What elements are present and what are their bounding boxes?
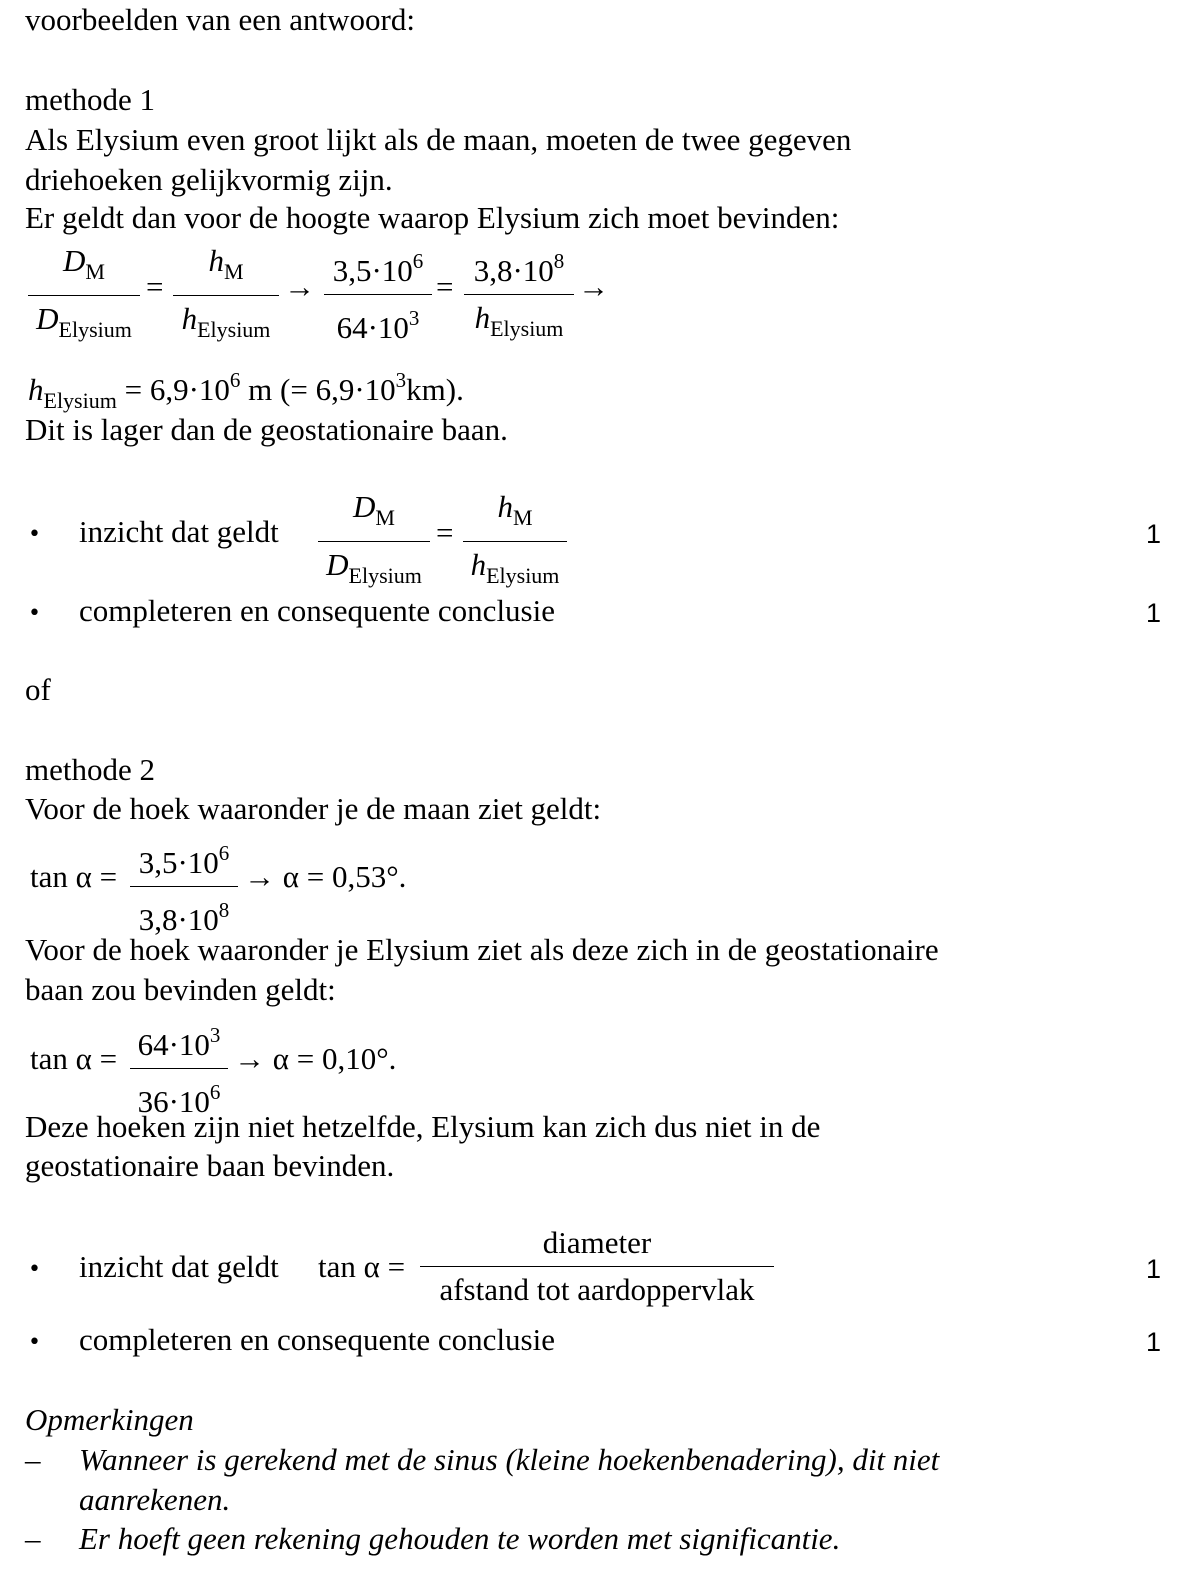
or-label: of: [25, 672, 51, 707]
remarks-item2: Er hoeft geen rekening gehouden te worden met significantie.: [79, 1521, 841, 1556]
method2-line5: geostationaire baan bevinden.: [25, 1148, 395, 1183]
method1-line1: Als Elysium even groot lijkt als de maan, moeten de twee gegeven: [25, 122, 852, 157]
method2-equation-elysium: tan α = $\frac{64\cdot 10^3}{36\cdot 10^6}$ → α = 0,10°.: [30, 1018, 450, 1108]
bullet-point: •: [28, 1330, 41, 1355]
method2-line3: baan zou bevinden geldt:: [25, 972, 336, 1007]
bullet-point: •: [28, 522, 41, 547]
method1-result: $h_{Elysium} = 6,9\cdot 10^6$ m (= $6,9\cdot 10^3km$).: [28, 368, 464, 413]
method2-equation-moon: tan α = $\frac{3,5\cdot 10^6}{3,8\cdot 10^8}$ → α = 0,53°.: [30, 836, 450, 926]
method2-line2: Voor de hoek waaronder je Elysium ziet als deze zich in de geostationaire: [25, 932, 939, 967]
intro-text: voorbeelden van een antwoord:: [25, 2, 415, 37]
method1-points1: 1: [1146, 519, 1162, 549]
method1-bullet1: inzicht dat geldt: [79, 514, 279, 549]
method1-points2: 1: [1146, 598, 1162, 628]
dash-marker: –: [25, 1521, 41, 1556]
method2-line4: Deze hoeken zijn niet hetzelfde, Elysium kan zich dus niet in de: [25, 1109, 821, 1144]
method1-conclusion: Dit is lager dan de geostationaire baan.: [25, 412, 508, 447]
method2-bullet1-formula: tan α = diameter afstand tot aardoppervlak: [318, 1226, 788, 1316]
remarks-title: Opmerkingen: [25, 1402, 194, 1437]
dash-marker: –: [25, 1442, 41, 1477]
method1-bullet1-formula: $D_M$ $D_{Elysium}$ = $h_M$ $h_{Elysium}$: [318, 490, 578, 590]
method2-line1: Voor de hoek waaronder je de maan ziet geldt:: [25, 791, 602, 826]
method2-bullet1: inzicht dat geldt: [79, 1249, 279, 1284]
method1-equation-ratio: $D_M$ $D_{Elysium}$ = $h_M$ $h_{Elysium}$ → $\frac{3,5\cdot 10^6}{64\cdot 10^3}$ = $3,8\cdot 10^8$ $h_{Elysium}$ →: [28, 244, 628, 344]
bullet-point: •: [28, 601, 41, 626]
method2-formula-numerator: diameter: [420, 1226, 774, 1267]
method2-points2: 1: [1146, 1327, 1162, 1357]
remarks-item1-line1: Wanneer is gerekend met de sinus (kleine hoekenbenadering), dit niet: [79, 1442, 940, 1477]
bullet-point: •: [28, 1257, 41, 1282]
method1-line3: Er geldt dan voor de hoogte waarop Elysium zich moet bevinden:: [25, 200, 840, 235]
method2-title: methode 2: [25, 752, 155, 787]
method1-line2: driehoeken gelijkvormig zijn.: [25, 162, 393, 197]
method2-bullet2: completeren en consequente conclusie: [79, 1322, 555, 1357]
remarks-item1-line2: aanrekenen.: [79, 1482, 231, 1517]
method1-bullet2: completeren en consequente conclusie: [79, 593, 555, 628]
method2-formula-denominator: afstand tot aardoppervlak: [439, 1272, 755, 1307]
method2-points1: 1: [1146, 1254, 1162, 1284]
method1-title: methode 1: [25, 82, 155, 117]
